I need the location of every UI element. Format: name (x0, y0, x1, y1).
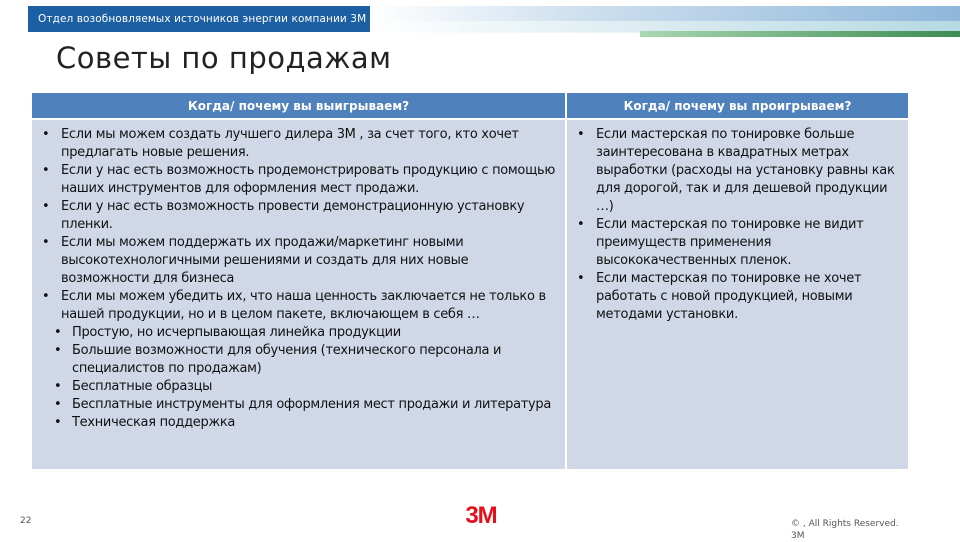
list-item: • Если мастерская по тонировке не видит преимуществ применения высококачественных пленок. (571, 216, 900, 270)
list-item: • Если у нас есть возможность продемонстрировать продукцию с помощью наших инструментов для оформления мест продажи. (36, 162, 557, 198)
list-item: • Если мастерская по тонировке не хочет работать с новой продукцией, новыми методами установки. (571, 270, 900, 324)
list-item: • Если мы можем поддержать их продажи/маркетинг новыми высокотехнологичными решениями и создать для них новые возможности для бизнеса (36, 234, 557, 288)
win-cell (32, 119, 566, 469)
page-number: 22 (20, 516, 32, 526)
sub-list-item: • Техническая поддержка (36, 414, 557, 432)
list-item: • Если у нас есть возможность провести демонстрационную установку пленки. (36, 198, 557, 234)
sub-list-item: • Большие возможности для обучения (технического персонала и специалистов по продажам) (36, 342, 557, 378)
department-label: Отдел возобновляемых источников энергии компании 3M (38, 13, 367, 25)
copyright-line: © , All Rights Reserved. (791, 519, 899, 529)
win-list (36, 126, 557, 324)
lose-cell (566, 119, 908, 469)
list-item: • Если мы можем создать лучшего дилера 3M , за счет того, кто хочет предлагать новые решения. (36, 126, 557, 162)
lose-list (571, 126, 900, 324)
list-item: • Если мастерская по тонировке больше заинтересована в квадратных метрах выработки (расходы на установку равны как для дорогой, так и для дешевой продукции …) (571, 126, 900, 216)
list-item: • Если мы можем убедить их, что наша ценность заключается не только в нашей продукции, но и в целом пакете, включающем в себя … (36, 288, 557, 324)
header-lose: Когда/ почему вы проигрываем? (566, 93, 908, 119)
tips-table (32, 93, 908, 469)
win-sublist (36, 324, 557, 432)
sub-list-item: • Простую, но исчерпывающая линейка продукции (36, 324, 557, 342)
sub-list-item: • Бесплатные инструменты для оформления мест продажи и литература (36, 396, 557, 414)
3m-logo (457, 502, 505, 526)
copyright (791, 518, 951, 542)
copyright-company: 3M (791, 531, 805, 541)
header-win: Когда/ почему вы выигрываем? (32, 93, 566, 119)
sub-list-item: • Бесплатные образцы (36, 378, 557, 396)
slide-title: Советы по продажам (56, 41, 392, 75)
logo-text: 3M (465, 502, 497, 526)
